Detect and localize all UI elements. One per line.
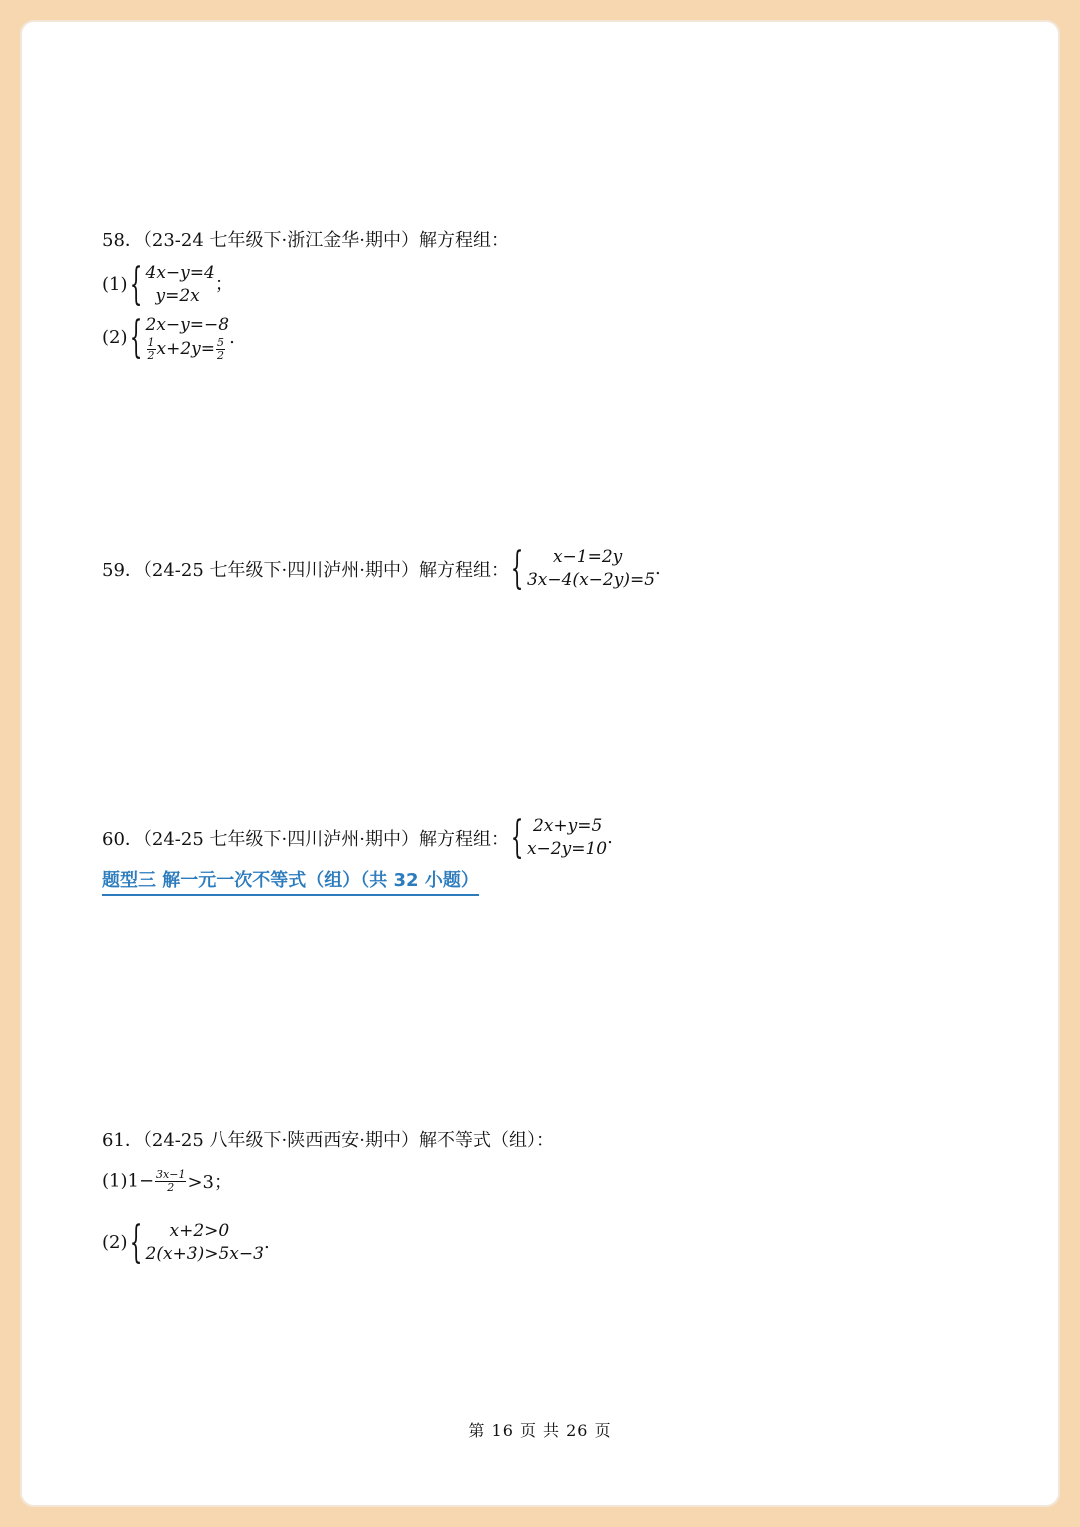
fraction: $\frac{5}{2}$ xyxy=(217,336,224,362)
fraction: $\frac{1}{2}$ xyxy=(147,336,155,362)
punctuation: . xyxy=(607,827,613,848)
question-59 xyxy=(102,543,661,594)
equation: x−2y=10 xyxy=(526,839,608,859)
equation-system xyxy=(128,314,230,362)
brace-icon: { xyxy=(129,259,142,310)
brace-icon: { xyxy=(129,1217,142,1268)
page-number: 第 16 页 共 26 页 xyxy=(468,1421,612,1440)
part-label: (1)1− xyxy=(102,1170,155,1192)
question-58-title: 58．（23-24 七年级下·浙江金华·期中）解方程组： xyxy=(102,230,509,251)
question-61-title: 61．（24-25 八年级下·陕西西安·期中）解不等式（组）： xyxy=(102,1130,554,1151)
part-label: (2) xyxy=(102,1232,128,1253)
equation: x+2y= xyxy=(156,339,215,359)
punctuation: . xyxy=(229,327,235,348)
equation-system xyxy=(509,812,608,863)
question-59-title: 59．（24-25 七年级下·四川泸州·期中）解方程组： xyxy=(102,560,509,581)
question-60-title: 60．（24-25 七年级下·四川泸州·期中）解方程组： xyxy=(102,829,509,850)
equation: 3x−4(x−2y)=5 xyxy=(526,570,656,590)
part-label: (2) xyxy=(102,327,128,348)
equation-system xyxy=(509,543,656,594)
equation: 2x−y=−8 xyxy=(145,315,230,335)
inequality-system xyxy=(128,1217,264,1268)
question-61-part-2 xyxy=(102,1217,270,1268)
question-60 xyxy=(102,812,613,863)
brace-icon: { xyxy=(129,312,142,363)
section-heading-link[interactable]: 题型三 解一元一次不等式（组）（共 32 小题） xyxy=(102,866,479,896)
punctuation: . xyxy=(655,558,661,579)
brace-icon: { xyxy=(510,543,524,594)
part-label: (1) xyxy=(102,274,128,295)
equation: y=2x xyxy=(155,286,200,306)
question-58-part-2 xyxy=(102,314,235,362)
question-61-part-1 xyxy=(102,1168,232,1194)
inequality: 2(x+3)>5x−3 xyxy=(145,1244,264,1264)
punctuation: ； xyxy=(214,274,233,295)
equation: 4x−y=4 xyxy=(145,263,215,283)
question-58-part-1 xyxy=(102,259,233,310)
inequality: x+2>0 xyxy=(169,1221,230,1241)
punctuation: . xyxy=(263,1232,270,1253)
equation: x−1=2y xyxy=(552,547,623,567)
equation: 2x+y=5 xyxy=(532,816,603,836)
equation-system xyxy=(128,259,215,310)
brace-icon: { xyxy=(510,812,524,863)
fraction: $\frac{3x-1}{2}$ xyxy=(156,1167,186,1194)
inequality: >3； xyxy=(187,1172,232,1193)
